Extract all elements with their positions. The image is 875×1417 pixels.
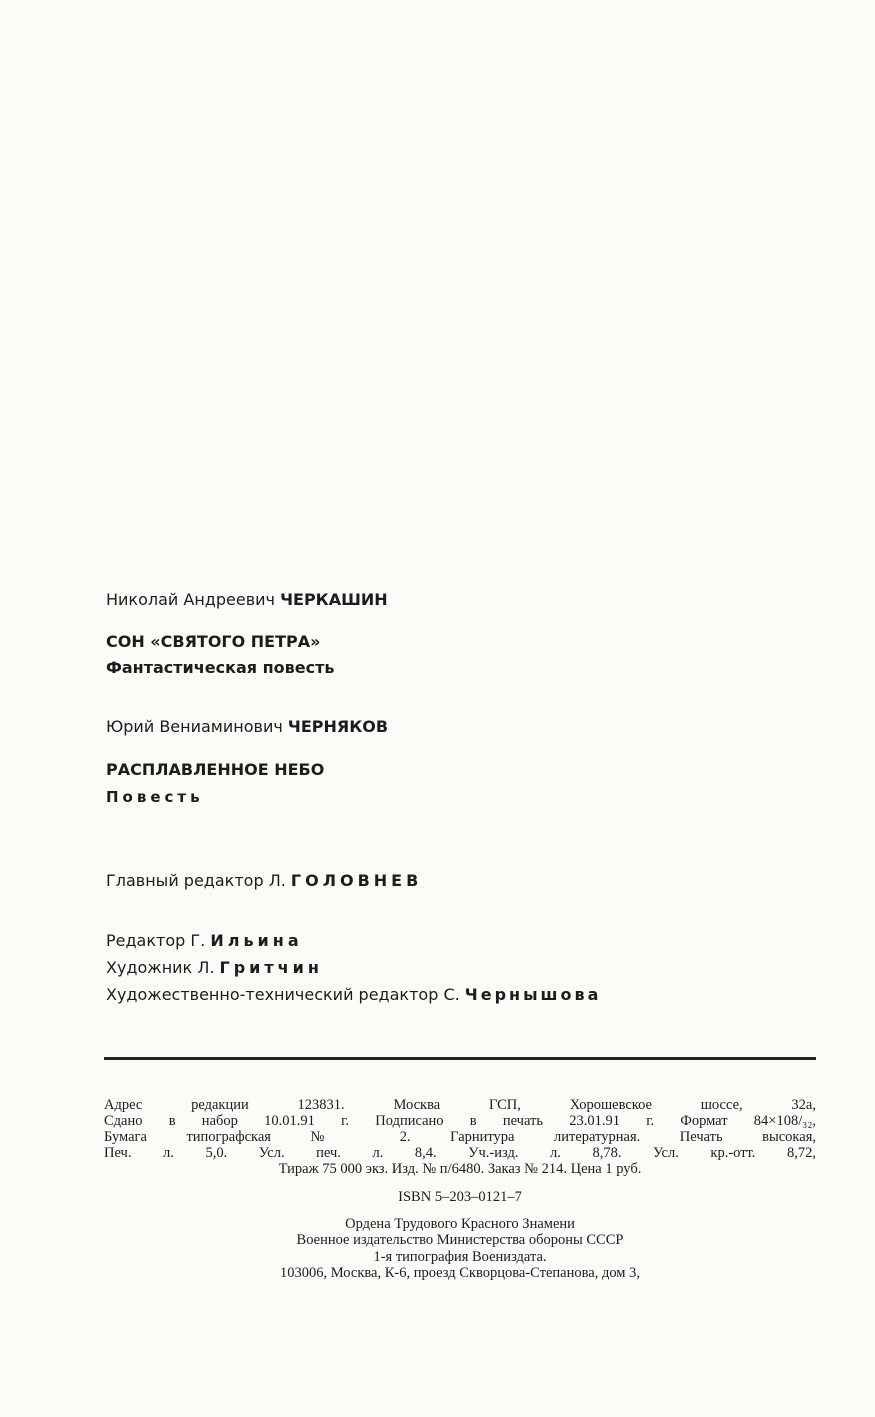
tech-editor-line: [106, 985, 601, 1004]
isbn: ISBN 5–203–0121–7: [398, 1189, 522, 1205]
imprint-line-4: Печ. л. 5,0. Усл. печ. л. 8,4. Уч.-изд. л. 8,78. Усл. кр.-отт. 8,72,: [104, 1145, 816, 1161]
printer-line-2: Военное издательство Министерства обороны СССР: [296, 1232, 624, 1248]
editor-role: Редактор: [106, 931, 186, 950]
imprint-line-1: Адрес редакции 123831. Москва ГСП, Хорошевское шоссе, 32а,: [104, 1097, 816, 1113]
chief-editor-initial: Л.: [268, 871, 286, 890]
artist-name: Гритчин: [219, 958, 323, 977]
imprint-line-2: Сдано в набор 10.01.91 г. Подписано в печать 23.01.91 г. Формат 84×108/₃₂,: [104, 1113, 816, 1129]
chief-editor-name: ГОЛОВНЕВ: [290, 871, 423, 890]
chief-editor-line: [106, 871, 422, 890]
editor-line: [106, 931, 303, 950]
artist-initial: Л.: [197, 958, 215, 977]
artist-role: Художник: [106, 958, 193, 977]
divider-rule: [104, 1057, 816, 1060]
imprint-line-3: Бумага типографская № 2. Гарнитура литературная. Печать высокая,: [104, 1129, 816, 1145]
printer-line-3: 1-я типография Воениздата.: [373, 1249, 547, 1265]
author1-name: Николай Андреевич: [106, 590, 275, 609]
author1-surname: ЧЕРКАШИН: [280, 590, 388, 609]
tech-editor-role: Художественно-технический редактор: [106, 985, 439, 1004]
tech-editor-name: Чернышова: [464, 985, 602, 1004]
work1-genre: Фантастическая повесть: [106, 658, 335, 677]
editor-initial: Г.: [190, 931, 206, 950]
tech-editor-initial: С.: [443, 985, 460, 1004]
printer-line-1: Ордена Трудового Красного Знамени: [345, 1216, 575, 1232]
work2-genre: Повесть: [106, 788, 204, 806]
author2-line: [106, 717, 388, 736]
author2-name: Юрий Вениаминович: [106, 717, 283, 736]
artist-line: [106, 958, 323, 977]
imprint-line-5: Тираж 75 000 экз. Изд. № п/6480. Заказ № 214. Цена 1 руб.: [278, 1161, 642, 1177]
author1-line: [106, 590, 388, 609]
work2-title: РАСПЛАВЛЕННОЕ НЕБО: [106, 760, 325, 779]
editor-name: Ильина: [210, 931, 303, 950]
printer-line-4: 103006, Москва, К-6, проезд Скворцова-Степанова, дом 3,: [280, 1265, 640, 1281]
work1-title: СОН «СВЯТОГО ПЕТРА»: [106, 632, 321, 651]
author2-surname: ЧЕРНЯКОВ: [287, 717, 389, 736]
chief-editor-role: Главный редактор: [106, 871, 264, 890]
